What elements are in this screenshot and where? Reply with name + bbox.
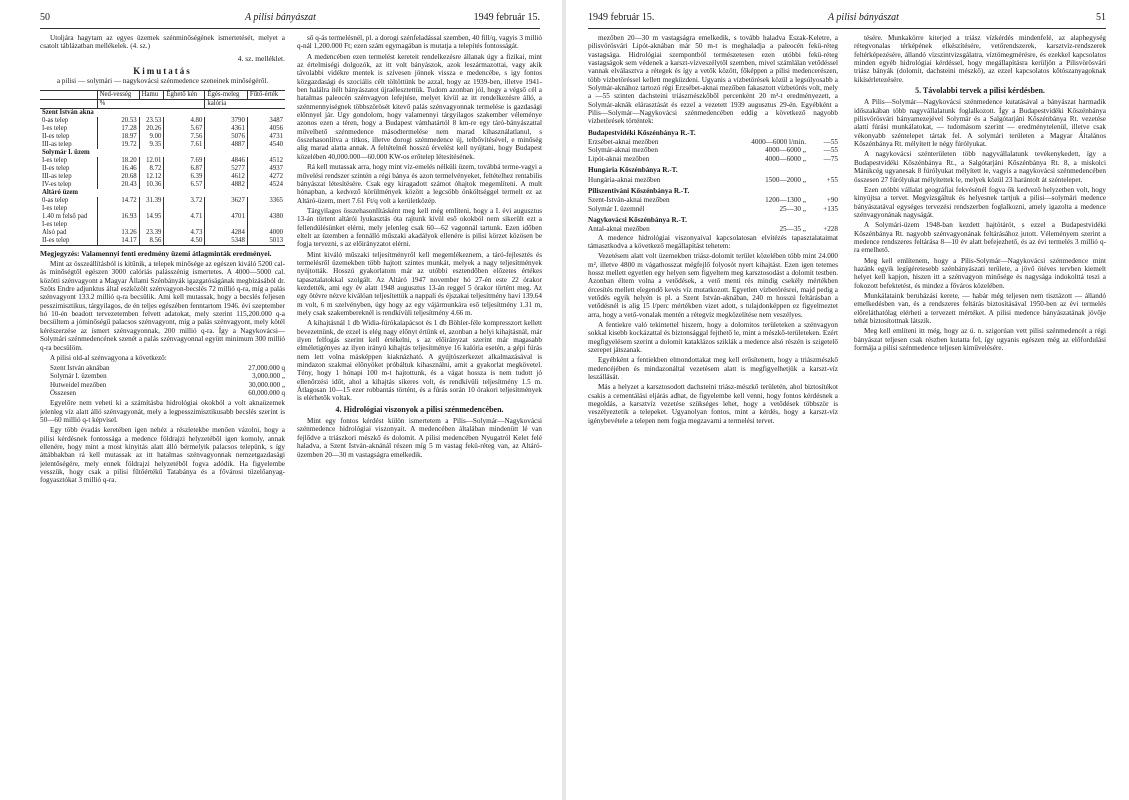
left-column-2	[297, 34, 542, 794]
coal-quality-table	[40, 90, 285, 246]
list-item	[50, 389, 285, 397]
table-cell: 4361	[205, 125, 247, 133]
unit-percent: %	[97, 99, 205, 108]
table-cell: 16.46	[97, 165, 139, 173]
table-header-cell: Fűtő-érték	[247, 90, 285, 99]
table-cell: 13.26	[97, 229, 139, 237]
water-inrush-list	[588, 129, 838, 234]
right-column-2	[854, 34, 1106, 794]
inflow-rate: 1200—1300 „	[765, 196, 806, 205]
right-page-header	[588, 8, 1106, 29]
row-label: III-as telep	[42, 172, 72, 180]
table-cell: 7.69	[164, 157, 205, 165]
mine-field: Erzsébet-aknai mezőben	[588, 138, 659, 147]
list-item-label: Szent István aknában	[50, 364, 110, 373]
list-item-label: Solymár I. üzemben	[50, 372, 107, 381]
table-header-cell	[40, 90, 97, 99]
left-page-header	[40, 8, 540, 29]
group-name: Szent István akna	[42, 108, 94, 116]
row-label: 0-as telep	[42, 116, 69, 124]
list-item-label: Hutweidel mezőben	[50, 380, 107, 389]
list-item	[588, 176, 838, 184]
mine-field: Solymár-aknai mezőben	[588, 146, 658, 155]
right-column-1	[588, 34, 838, 794]
row-label: I-es telep	[42, 124, 68, 132]
row-label: 0-as telep	[42, 196, 69, 204]
paragraph: A medencében ezen termelést kereteit rendelkezésre állanak úgy a fizikai, mint az értelmiségi dolgozók, az itt volt bányászok, azok leszármazottai, vagy akik távolabbi vidékre mentek is szívesen jönnek vissza e medencébe, s igy fontos közgazdasági és szociális célt töltöttünk be azzal, hogy az 1939-ben, illetve 1941-ben halálra ítélt bányászatot újraélesztettük. Tudom azonban jól, hogy a végső cél a hatalmas paleocén szénvagyon lefejtése, melyet kívül az itt rendelkezésre álló, a szénmennyiségnek többszörösét kitevő palás szénvagyonnak termelése is gazdasági előnnyel jár. Ugy gondolom, hogy valamennyi tárgyilagos szakember véleménye azonos ezen a téren, hogy a Budapest vámhatártól 8 km-re egy táró-bányászattal művelhető szénmedence másodtermelése nem marad kihasználatlanul, s ősszehasonlítva a titkos, illetve dorogi szénmedence új, telbővítésével, e minőség alig marad alatta annak. A feltételnél hosszú érvelést kell nyújtani, hogy Budapest közelében 40,000.000—60.000 KW-os erőtelep létesítésének.	[297, 52, 542, 161]
table-note: Megjegyzés: Valamennyi fenti eredmény üzemi átlagminták eredményei.	[40, 248, 272, 258]
paragraph: A fentiekre való tekintettel hiszem, hogy a dolomitos területeken a szénvagyon sokkal kisebb kockázattal és biztonsággal fejthető le, mint a mészkő-területeken. Ezért megfigyelésem szerint a dolomit kataklázos sziklák a medence alsó részén is szigetelő szerepet játszanak.	[588, 321, 838, 355]
table-cell: 4512	[247, 157, 285, 165]
level: —55	[823, 146, 838, 155]
table-cell: 4887	[205, 141, 247, 149]
table-title: Kimutatás	[133, 66, 192, 77]
page-number: 50	[40, 12, 50, 23]
table-row	[40, 221, 285, 229]
table-row	[40, 173, 285, 181]
table-cell: 20.53	[97, 117, 139, 125]
paragraph: Mint az összeállításból is kitűnik, a telepek minősége az egészen kiváló 5200 cal-ás minőségtől egészen 3000 calóriás palásszénig ismertetes. A 4000—5000 cal. közötti szénvagyont a Magyar Állami Szénbányák igazgatóságának megbízásából dr. Szőts Endre adjunktus által eszközölt szénvagyon-becslés 72 millió q-ra, míg a palás szénvagyont 133.2 millió q-ra becsülik. Ami kell mutassak, hogy a becslés feljesen pesszimisztikus, tárgyilagos, de én teljes egészében fenntartom 1946. évi szeptember hó 10-én beadott tervezetemben felvett adatokat, mely szerint 115,200.000 q-a becsültem a jóminőségű palacsos szénvagyont, míg a palás szénvagyont, mely kötél kérészerzése az ismert szénvagyonnak, 200 millió q-ra. Így a Nagykovácsi—Solymári szénmedencének szenét a palás szénvagyonnal együtt minimum 300 millió q-ra becsülöm.	[40, 260, 285, 352]
list-item-value: 3,000.000 „	[252, 372, 285, 381]
paragraph: Vezetésem alatt volt üzemekben triász-dolomit terület közelében több mint 24.000 m², illetve 4800 m vágathosszat mégfejlő folyosót nyert kihajtást. Ezen igen tetemes hossz mellett egyetlen egy helyen sem figyeltem meg karsztosodást a dolomit testben. Azonban éltem volna a vetődések, a vető menti rés mindig csekély mértékben ércesítés mellett elegendő kevés víz mutatkozott. Egyetlen vízbetörésrei, majd pedig a vetődés egyik helyén is pl. a Szent István-aknában, 240 m hosszú feltárásban a vetődésnél is alig 15 l/perc mértékben vizet adott, s tulajdonképpen ez figyelmeztet arra, hogy a vető-vonalak mentén a rétegvíz megközelítése nem veszélyes.	[588, 252, 838, 319]
list-item	[588, 138, 838, 146]
table-cell: 4.73	[164, 229, 205, 237]
left-page	[0, 0, 562, 800]
table-cell	[205, 221, 247, 229]
paragraph: Meg kell említeni itt még, hogy az ú. n. szigorúan vett pilisi szénmedencét a régi bányászat teljesen csak részben kutatta fel, így ugyanis egészen még az előfordulási formája a pilisi szénmedence teljesen kiművelésére.	[854, 327, 1106, 353]
paragraph: A nagykovácsi szénterületen több nagyvállalatunk tevékenykedett, így a Budapestvidéki Kőszénbánya Rt., a Salgótarjáni Kőszénbánya Rt. 8, a miskolci Mánikcég ugyanesak 8 fúrólyukat mélyített le, vagyis a nagykovácsi szénmedencében összesen 27 fúrólyukat mélyítettek le, melyek közül 23 harántolt át széntelepet.	[854, 150, 1106, 184]
paragraph: tésére. Munkakörre kiterjed a triász vízkérdés mindenfelé, az alaphegység rétegvonalas térképének elkészítésére, vetőrendszerek, karsztvíz-rendszerek feltérképezésére, állandó vízszintvizsgálatra, víztömegmérésre, és ezekkel kapcsolatos minden egyéb hidrológiai kérdéssel, hogy megállapításra kerüljön a Pilisvörösvári triász bányák (dolomit, dachsteini mészkő), az ezzel kapcsolatos kőtószanyagoknak kikísérletezésére.	[854, 34, 1106, 84]
list-item-value: 30,000.000 „	[248, 380, 285, 389]
table-cell	[247, 221, 285, 229]
table-cell: 4540	[247, 141, 285, 149]
paragraph: Egyelőre nem veheti ki a számításba hidrológiai okokból a volt aknaüzemek jelenleg víz alatt álló szénvagyonát, mely a legpesszimisztikusabb becslés szerint is 50—60 millió q-t képvisel.	[40, 399, 285, 425]
table-cell: 20.26	[139, 125, 164, 133]
paragraph: A kihajtásnál 1 db Widia-fúrókalapácsot és 1 db Böhler-féle kompresszort kellett bevezetnünk, de ezzel is elég nagy előnyt értünk el, azonban a helyi kihajtásnál, már ilyen felfogás szerint kell értékelni, s az előirányzat szerint már magasabb elméletigényes az ilyen irányú kihajtás teljesítménye 16 kalória esetén, a gépi fúrás nem lett volna másképpen kiaknázható. A gyújtószerkezet alkalmazásával is mindazon szakmai előnyöket próbáltuk kihasználni, amit a gyakorlat megkövetel. Tény, hogy 1 hónapi 100 m-t hajtottunk, és a vágat hossza is nem tudott jó ellenőrzési időt, ahol a kihajtás sikeres volt, és rendkívüli teljesítmény 1.5 m. Átlagosan 10—15 ezer robbantás történt, és a fúrás során 10 órakori teljesítmények is elérhetők voltak.	[297, 319, 542, 403]
list-item	[588, 146, 838, 154]
row-label: IV-es telep	[42, 180, 72, 188]
table-cell: 4731	[247, 133, 285, 141]
mine-field: Szent-István-aknai mezőben	[588, 196, 670, 205]
table-cell: 23.39	[139, 229, 164, 237]
paragraph: Meg kell említenem, hogy a Pilis-Solymár—Nagykovácsi szénmedence mint hazánk egyik legígéretesebb szénbányászati területe, a jövő ötéves tervben kiemelt helyet kell kapjon, hiszen itt a szénvagyon minősége és nagysága indokolttá teszi a fokozott befektetést, és mindez a főváros közelében.	[854, 256, 1106, 290]
table-cell: 4.50	[164, 237, 205, 246]
table-cell: 4524	[247, 181, 285, 189]
table-group-row	[40, 149, 285, 157]
row-label: II-es telep	[42, 236, 70, 244]
table-cell: 16.93	[97, 213, 139, 221]
group-name: Solymár I. üzem	[42, 148, 90, 156]
paragraph: ső q-ás termelésnél, pl. a dorogi szénfeladással szemben, 40 fill/q, vagyis 3 millió q-nál 1,200.000 Ft; ezen szám egymagában is mutatja a telepítés fontosságát.	[297, 34, 542, 51]
level: —55	[823, 138, 838, 147]
table-body	[40, 108, 285, 245]
table-cell: 6.39	[164, 173, 205, 181]
inflow-rate: 4000—6000 „	[765, 146, 806, 155]
table-row	[40, 157, 285, 165]
table-cell	[164, 205, 205, 213]
table-cell: 5348	[205, 237, 247, 246]
table-cell: 7.56	[164, 133, 205, 141]
issue-date: 1949 február 15.	[473, 12, 540, 23]
table-cell: 5277	[205, 165, 247, 173]
table-cell: 3627	[205, 197, 247, 205]
table-cell: 12.12	[139, 173, 164, 181]
table-row	[40, 125, 285, 133]
inflow-rate: 4000—6000 „	[765, 154, 806, 163]
table-cell: 4612	[205, 173, 247, 181]
list-item	[50, 372, 285, 380]
table-cell: 4846	[205, 157, 247, 165]
table-row	[40, 133, 285, 141]
level: +135	[823, 204, 838, 213]
paragraph: Tárgyilagos összehasonlításként meg kell még említeni, hogy a I. évi augusztus 13-án törtent altárói lyukasztás óta rajtunk kívül eső okokból nem sikerült ezt a fellendülésünket elérni, mely jelenleg csak 60—62 vagonnál tartunk. Ezen időben eltelt az üzemben a fennálló műszaki akadályok ellenére is pilisi körzet közösen be fogja tervezni, s az előirányzatot elérni.	[297, 206, 542, 249]
list-item	[588, 196, 838, 204]
table-header-cell: Ned-vesség	[97, 90, 139, 99]
paragraph: Rá kell mutassak arra, hogy mint víz-emelés nélküli üzem, továbbá terme-vagyi a művelési rendszer szintén a régi bánya és azon termelvényeket, feltételhez rentabilis bányászat létesítésére. Csak egy kiragadott számot óhajtok megemlíteni. A mult hónapban, a kedvező körülmények között a legcsöbb önköltséggel termelt ez az Altáró-üzem, mert 7.61 Ft/q volt a kerületközép.	[297, 163, 542, 205]
table-row	[40, 213, 285, 221]
table-cell	[139, 221, 164, 229]
table-cell: 17.28	[97, 125, 139, 133]
company-name: Piliszentiváni Kőszénbánya R.-T.	[588, 186, 690, 195]
table-cell: 5013	[247, 237, 285, 246]
table-cell: 3365	[247, 197, 285, 205]
table-cell: 19.72	[97, 141, 139, 149]
mine-field: Solymár I. üzemnél	[588, 204, 645, 213]
inflow-rate: 25—30 „	[779, 204, 806, 213]
table-cell: 6.57	[164, 181, 205, 189]
list-item-label: Összesen	[50, 389, 77, 398]
right-page	[566, 0, 1129, 800]
table-cell: 8.72	[139, 165, 164, 173]
level: +228	[823, 225, 838, 234]
list-item	[588, 205, 838, 213]
table-header-cell: Égés-meleg	[205, 90, 247, 99]
paragraph: Munkálataink beruházási kerete, — habár még teljesen nem tisztázott — állandó emelkedésben van, és a rendszeres feltárás biztosításával 1950-ben az évi termelés előreláthatólag elérheti a tervezett mértéket. A pilisi medence bányászatának jövője tehát biztosítottnak látszik.	[854, 291, 1106, 325]
table-cell: 6.87	[164, 165, 205, 173]
table-cell: 5.67	[164, 125, 205, 133]
table-cell: 12.01	[139, 157, 164, 165]
table-cell	[247, 205, 285, 213]
paragraph: Egy több évadás keretében igen nehéz a részletekbe menően vázolni, hogy a pilisi kérdésnek fontossága a medence földrajzi helyzetéből igen komoly, annak ellenére, hogy mint a most kinyitás alatt álló bérmelyik palacsos telepünk, s így áttábbakban rá kell mutassak az itt hatalmas szénvagyonnak nemzetgazdasági jelentőségére, mely ennek földrajzi helyzetéből fogva adódik. Ha figyelembe vesszük, hogy csak a pilisi fűtőértékű Tatabánya és a fővárosi tüzelőanyag-fogyasztókat 3 millió q-ra.	[40, 426, 285, 485]
unit-calorie: kalória	[205, 99, 285, 108]
list-item	[50, 381, 285, 389]
table-cell: 4882	[205, 181, 247, 189]
table-cell	[97, 205, 139, 213]
table-cell: 4284	[205, 229, 247, 237]
table-cell: 18.97	[97, 133, 139, 141]
row-label: III-as telep	[42, 140, 72, 148]
table-row	[40, 165, 285, 173]
paragraph: A Pilis—Solymár—Nagykovácsi szénmedence kutatásával a bányászat harmadik időszakában több nagyvállalatunk foglalkozott. Így a Budapestvidéki Kőszénbánya pilisvörösvári bányamezejével Solymár és a Salgótarjáni Kőszénbánya Rt. vezetése alatti fúrási munkálatokat, — tudomásom szerint — eredménytelenül, illetve csak vékonyabb széntelepet tártak fel. A solymári területen a Magyar Általános Kőszénbánya Rt. mélyített le négy fúrólyukat.	[854, 98, 1106, 149]
company-name: Hungária Kőszénbánya R.-T.	[588, 166, 678, 175]
company-name: Nagykovácsi Kőszénbánya R.-T.	[588, 215, 687, 224]
table-row	[40, 229, 285, 237]
table-group-row	[40, 108, 285, 117]
group-name: Altáró üzem	[42, 188, 79, 196]
paragraph: A pilisi old-al szénvagyona a következő:	[50, 353, 167, 362]
table-row	[40, 237, 285, 246]
table-cell: 20.68	[97, 173, 139, 181]
table-row	[40, 141, 285, 149]
company-name: Budapestvidéki Kőszénbánya R.-T.	[588, 128, 696, 137]
table-cell: 4056	[247, 125, 285, 133]
table-header-cell: Éghető kén	[164, 90, 205, 99]
table-cell: 20.43	[97, 181, 139, 189]
table-cell: 3487	[247, 117, 285, 125]
table-cell: 4.71	[164, 213, 205, 221]
table-cell	[97, 221, 139, 229]
table-group-row	[40, 189, 285, 197]
mine-field: Hungária-aknai mezőben	[588, 175, 661, 184]
inflow-rate: 4000—6000 l/min.	[751, 138, 806, 147]
table-header-cell: Hamu	[139, 90, 164, 99]
list-item-value: 27,000.000 q	[248, 364, 285, 373]
list-item	[50, 364, 285, 372]
section-heading: 5. Távolabbi tervek a pilisi kérdésben.	[915, 86, 1045, 96]
row-label: II-es telep	[42, 164, 70, 172]
paragraph: mezőben 20—30 m vastagságra emelkedik, s tovább haladva Észak-Keletre, a pilisvörösvári Lipót-aknában már 50 m-t is meghaladja a paleocén fekü-réteg vastagsága. Hidrológiai szempontból természetesen ezen utóbbi fekü-réteg vastagságok sem védenek a karszt-vízveszélytől szemben, mivel számlálan vetődéssel vannak elválasztva a rétegek és így a vetők között, főképpen a pilisi medencerészen, több vízbetöréssel kellett megküzdeni. Ugyanis a vízbetörések közül a legsúlyosabb a Solymár-aknához tartozó régi Erzsébet-aknai mezőben fakasztott vízbetörés volt, mely a —55 szinten dachsteini triászmészkőből percenként 20 m³-t eredményezett, a Solymár-aknák elárasztását és ezzel a vezetett 1939 augusztus 29-én. Egyébként a Pilis—Solymár—Nagykovácsi szénmedencében eddig a következő nagyobb vízbetörések történtek:	[588, 34, 838, 126]
level: +90	[826, 196, 838, 205]
row-label: II-es telep	[42, 132, 70, 140]
table-row	[40, 197, 285, 205]
row-label: 1.40 m felső pad	[42, 212, 88, 220]
table-row	[40, 181, 285, 189]
inflow-rate: 25—35 „	[779, 225, 806, 234]
table-cell: 9.35	[139, 141, 164, 149]
inflow-rate: 1500—2000 „	[765, 175, 806, 184]
paragraph: A medence hidrológiai viszonyaival kapcsolatosan elvitézés tapasztalataimat támasztkodva a következő megállapítást tehetem:	[588, 233, 838, 250]
level: +55	[826, 175, 838, 184]
list-item-value: 60,000.000 q	[248, 389, 285, 398]
paragraph: A Solymári-üzem 1948-ban kezdett hajtótárót, s ezzel a Budapestvidéki Kőszénbánya Rt. nagyobb szénvagyonának feltárásához jutott. Véleményem szerint a medence rendszeres feltárása 8—10 év alatt befejezhető, és az évi termelés 3 millió q-ra emelhető.	[854, 221, 1106, 255]
journal-title: A pilisi bányászat	[245, 12, 316, 23]
table-cell	[139, 205, 164, 213]
table-cell: 10.36	[139, 181, 164, 189]
paragraph: Egyébként a fentiekben elmondottakat meg kell erősítenem, hogy a triászmészkő medencéjében és mindazonáltal vezetésem alatt is megfigyelhetjük a karszt-víz leszállását.	[588, 356, 838, 382]
paragraph: Mint kiváló műszaki teljesítményről kell megemlékeznem, a táró-fejlesztés és termelésről üzemekben több hajtott szintes munkát, melyek a nagy teljesítmények nyújtották. Hosszú gyakorlatom már az utóbbi esztendőben előzetes értékes tapasztalatokkal szolgált. Az Altáró 1947 november hó 27-én este 22 órakor kezdették, ami egy év alatt 1948 augusztus 13-án reggel 5 órakor történt meg. Az egy ötévre nézve kiválóan teljesítettük a nappali és éjszakai teljesítmény havi 139.64 m volt, 6 m szelvényben, úgy hogy az egy vájármunkára eső teljesítmény 1.31 m, mely csak szakembereknél is rendkívüli teljesítmény 4.66 m.	[297, 250, 542, 317]
section-heading: 4. Hidrológiai viszonyok a pilisi szénmedencében.	[335, 404, 504, 414]
table-cell: 3790	[205, 117, 247, 125]
table-cell	[205, 205, 247, 213]
table-cell: 4701	[205, 213, 247, 221]
table-cell: 4380	[247, 213, 285, 221]
table-cell: 7.61	[164, 141, 205, 149]
list-item	[588, 155, 838, 163]
table-cell: 8.56	[139, 237, 164, 246]
table-cell: 23.53	[139, 117, 164, 125]
list-item	[588, 225, 838, 233]
row-label: Alsó pad	[42, 228, 67, 236]
table-cell: 5076	[205, 133, 247, 141]
mine-field: Lipót-aknai mezőben	[588, 154, 650, 163]
table-cell: 14.95	[139, 213, 164, 221]
level: —75	[823, 154, 838, 163]
left-column-1	[40, 34, 285, 794]
table-row	[40, 117, 285, 125]
row-label: I-es telep	[42, 204, 68, 212]
table-header-row	[40, 90, 285, 99]
table-cell: 4.80	[164, 117, 205, 125]
table-cell: 4937	[247, 165, 285, 173]
row-label: I-es telep	[42, 156, 68, 164]
table-cell: 9.00	[139, 133, 164, 141]
table-cell: 4000	[247, 229, 285, 237]
table-cell: 4272	[247, 173, 285, 181]
table-cell: 18.20	[97, 157, 139, 165]
table-cell: 14.17	[97, 237, 139, 246]
table-unit-row	[40, 99, 285, 108]
issue-date: 1949 február 15.	[588, 12, 655, 23]
paragraph: Ezen utóbbi vállalat geográfiai fekvésénél fogva ők kedvező helyzetben volt, hogy kinyújtsa a tervet. Megvizsgáltuk és helyesnek tartjuk a pilisi—solymári medence bányászatával egységes tervezési rendszerben foglalkozni, amely igazolta a medence szénvagyonának nagyságát.	[854, 185, 1106, 219]
reserve-list	[50, 364, 285, 397]
paragraph: Más a helyzet a karsztosodott dachsteini triász-mészkő területén, ahol biztosítékot csakis a cementálási eljárás adhat, de figyelembe kell venni, hogy fontos kérdésnek a megoldás, a karsztvíz vezetése szükséges lehet, hogy a vetődések többször is veszélyeztetik a telepeket. Ugyanolyan fontos, mint a kérdés, hogy a karszt-víz igénybevétele a telepen nem fogja megzavarni a termelési tervet.	[588, 383, 838, 425]
table-subtitle: a pilisi — solymári — nagykovácsi szénmedence szeneinek minőségéről.	[56, 77, 269, 86]
journal-title: A pilisi bányászat	[828, 12, 899, 23]
appendix-label: 4. sz. melléklet.	[237, 53, 285, 63]
table-row	[40, 205, 285, 213]
mine-field: Antal-aknai mezőben	[588, 225, 650, 234]
row-label: I-es telep	[42, 220, 68, 228]
table-cell: 14.72	[97, 197, 139, 205]
paragraph: Mint egy fontos kérdést külön ismertetem a Pilis—Solymár—Nagykovácsi szénmedence hidrológiai viszonyait. A medencében általában mindenütt lé van fejlődve a triászkori mészkő és dolomit. A pilisi medencében Nyugatról Kelet felé haladva, a Szent István-aknánál részen míg 5 m vastag fekü-réteg van, az Altáró-üzemben 20—30 m vastagságra emelkedik.	[297, 417, 542, 459]
paragraph: Utoljára hagytam az egyes üzemek szénminőségének ismertetését, melyet a csatolt táblázatban mellékelek. (4. sz.)	[40, 34, 285, 51]
table-cell: 3.72	[164, 197, 205, 205]
page-number: 51	[1096, 12, 1106, 23]
table-cell: 31.39	[139, 197, 164, 205]
table-cell	[164, 221, 205, 229]
